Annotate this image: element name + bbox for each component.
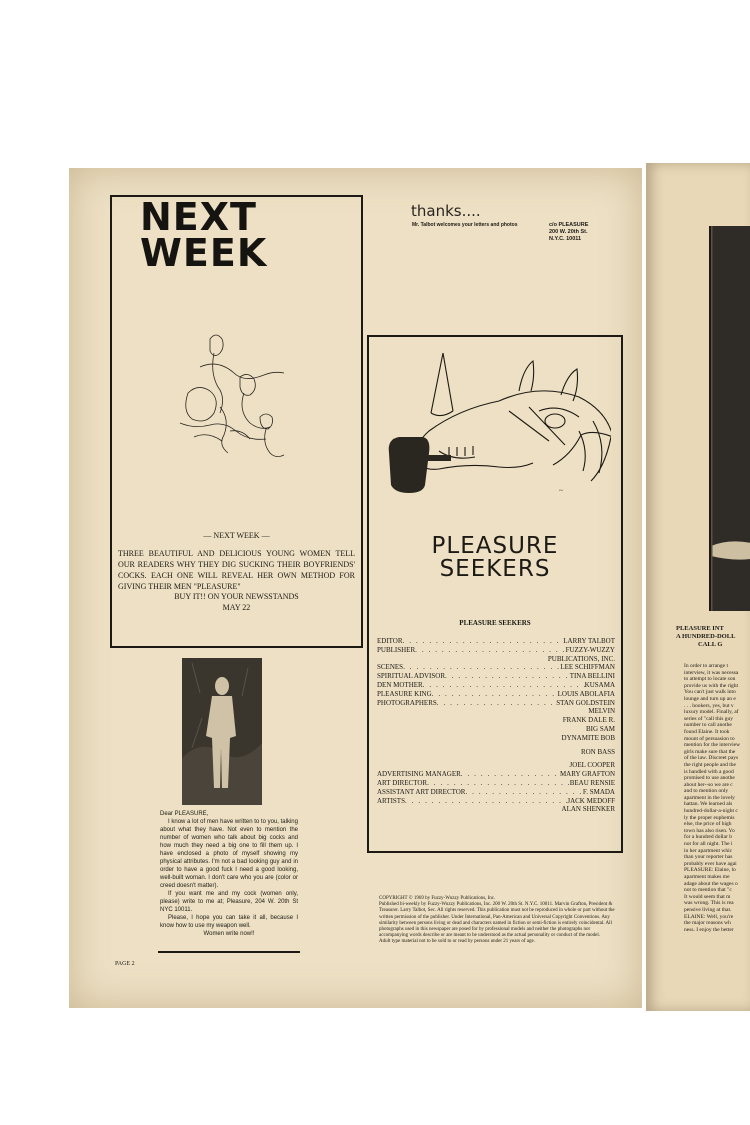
staff-row: SPIRITUAL ADVISOR . . . TINA BELLINI: [377, 672, 615, 681]
buy-line: BUY IT!! ON YOUR NEWSSTANDS: [174, 592, 299, 601]
next-week-title-line2: WEEK: [140, 231, 268, 275]
article-line: probably ever have agai: [684, 860, 737, 867]
horse-pipe-illustration: [379, 351, 611, 501]
article-line: not for all night. The i: [684, 841, 733, 848]
article-line: mount of persuasion to: [684, 735, 735, 742]
staff-row: DEN MOTHER . . . KUSAMA: [377, 681, 615, 690]
article-line: of the law. Discreet pays: [684, 755, 739, 762]
staff-row: ART DIRECTOR . . . BEAU RENSIE: [377, 779, 615, 788]
article-line: apartment makes me: [684, 874, 730, 880]
article-line: apartment in the lovely: [684, 794, 735, 801]
adjacent-page-caption: [676, 625, 750, 649]
reader-letter: [160, 810, 298, 938]
letter-greeting: Dear PLEASURE,: [160, 811, 209, 817]
reader-photo: [182, 658, 262, 805]
staff-row: EDITOR . . . LARRY TALBOT: [377, 637, 615, 646]
article-line: series of "call this guy: [684, 715, 733, 722]
masthead-heading: PLEASURE SEEKERS: [459, 619, 531, 627]
artist-name: ALAN SHENKER: [561, 805, 615, 814]
staff-row: PHOTOGRAPHERS . . . STAN GOLDSTEIN: [377, 699, 615, 708]
caption-line: A HUNDRED-DOLL: [676, 633, 736, 640]
next-week-title: [140, 195, 268, 275]
letter-paragraph-2: If you want me and my cock (women only, please) write to me at; Pleasure, 204 W. 20th St NYC 10011.: [160, 891, 298, 913]
next-week-buy-info: [112, 591, 361, 613]
article-line: . . . hookers, yes, but v: [684, 702, 734, 709]
photographer-name: JOEL COOPER: [569, 761, 615, 770]
article-line: ly the proper euphemis: [684, 814, 735, 821]
adjacent-page-article: [684, 663, 750, 933]
article-line: else, the price of high: [684, 821, 732, 828]
article-line: lounge and turn up an e: [684, 695, 736, 702]
staff-row: ASSISTANT ART DIRECTOR . . . F. SMADA: [377, 788, 615, 797]
staff-row: PUBLISHER . . . FUZZY-WUZZY: [377, 646, 615, 655]
article-line: luxury model. Finally, af: [684, 709, 739, 716]
photographer-name: MELVIN: [588, 707, 615, 716]
article-line: You can't just walk into: [684, 689, 736, 696]
article-line: than your reporter has: [684, 854, 733, 861]
staff-list: [377, 637, 615, 814]
address-line-1: c/o PLEASURE: [549, 222, 589, 228]
letter-divider: [158, 951, 300, 953]
article-line: the right people and the: [684, 761, 736, 768]
pleasure-seekers-logo: [369, 535, 621, 581]
logo-line-2: SEEKERS: [439, 556, 551, 582]
adult-warning: Adult type material not to be sold to or read by persons under 21 years of age.: [379, 939, 535, 945]
caption-line: PLEASURE INT: [676, 625, 724, 632]
next-week-dash-label: — NEXT WEEK —: [203, 531, 270, 540]
letter-paragraph-1: I know a lot of men have written to to you, talking about what they have. Not even to mention the number of women who talk about big cocks and how much they need a big one to fill them up. I have enclosed a photo of myself showing my physical attributes. I'm not a bad looking guy and in order to have a good fuck I need a good looking, well-built woman. I don't care who you are (color or creed doesn't matter).: [160, 819, 298, 889]
caption-line: CALL G: [698, 641, 723, 648]
article-line: adage about the wages o: [684, 880, 738, 887]
address-line-2: 200 W. 20th St.: [549, 229, 588, 235]
staff-row: ARTISTS . . . JACK MEDOFF: [377, 797, 615, 806]
article-line: in her apartment whic: [684, 847, 733, 854]
magazine-page: [69, 168, 642, 1008]
article-line: hundred-dollar-a-night c: [684, 808, 738, 815]
copyright-body: Published bi-weekly by Fuzzy-Wuzzy Publications, Inc. 200 W. 20th St. N.Y.C. 10011. Marvin Grafton, President & Treasurer. Larry Talbot, Sec. All rights reserved. This publication must not be reproduced in whole or part without the written permission of the publisher. Under International, Pan-American and Universal Copyright Conventions. Any similarity between persons living or dead and characters named in fiction or semi-fiction is entirely coincidental. All photographs used in this newspaper are posed for by professional models and neither the photographs nor accompanying words describe or are meant to be understood as the actual personality or conduct of the model.: [379, 902, 615, 939]
issue-date: MAY 22: [222, 603, 251, 612]
adjacent-page-photo: [709, 226, 750, 611]
logo-line-1: PLEASURE: [431, 533, 559, 559]
article-line: In order to arrange t: [684, 663, 728, 669]
figures-sketch-illustration: [170, 327, 300, 462]
article-line: girls make sure that the: [684, 748, 736, 755]
article-line: is handled with a good: [684, 768, 734, 775]
article-line: ELAINE: Well, you're: [684, 913, 734, 920]
adjacent-page: [646, 163, 750, 1011]
article-line: PLEASURE: Elaine, lo: [684, 867, 736, 874]
staff-row: ADVERTISING MANAGER . . . MARY GRAFTON: [377, 770, 615, 779]
article-line: was wrong. This is rea: [684, 900, 734, 907]
photographer-name: DYNAMITE BOB: [561, 733, 615, 742]
article-line: mention for the interview: [684, 742, 741, 749]
next-week-title-line1: NEXT: [140, 195, 257, 239]
staff-row: PLEASURE KING . . . LOUIS ABOLAFIA: [377, 690, 615, 699]
photographer-name: FRANK DALE R.: [562, 716, 615, 725]
article-line: about her--so we are c: [684, 781, 733, 788]
article-line: for a hundred dollar b: [684, 834, 732, 841]
article-line: and to mention only: [684, 788, 729, 795]
article-line: number to call anothe: [684, 722, 732, 729]
staff-row: SCENES . . . LEE SCHIFFMAN: [377, 663, 615, 672]
address-line-3: N.Y.C. 10011: [549, 236, 582, 242]
copyright-notice: [379, 896, 619, 946]
next-week-description: THREE BEAUTIFUL AND DELICIOUS YOUNG WOMEN TELL OUR READERS WHY THEY DIG SUCKING THEIR BOYFRIENDS' COCKS. EACH ONE WILL REVEAL HER OWN METHOD FOR GIVING THEIR MEN "PLEASURE": [118, 549, 355, 591]
staff-row-continued: PUBLICATIONS, INC.: [547, 654, 615, 663]
article-line: provide us with the right: [684, 682, 739, 689]
article-line: not to mention that "c: [684, 887, 732, 894]
article-line: to attempt to locate son: [684, 676, 736, 683]
letter-paragraph-3: Please, I hope you can take it all, because I know how to use my weapon well.: [160, 915, 298, 929]
photographer-name: RON BASS: [580, 747, 615, 756]
article-line: ness. I enjoy the better: [684, 926, 734, 933]
thanks-heading: thanks....: [411, 202, 481, 220]
letters-welcome-note: Mr. Talbot welcomes your letters and photos: [412, 222, 518, 228]
photographer-name: BIG SAM: [586, 724, 615, 733]
copyright-line: COPYRIGHT © 1969 by Fuzzy-Wuzzy Publications, Inc.: [379, 896, 496, 901]
article-line: town has also risen. Yo: [684, 827, 735, 834]
svg-text:~: ~: [559, 487, 563, 495]
article-line: hattan. We learned als: [684, 801, 733, 808]
next-week-box: [110, 195, 363, 648]
article-line: the major reasons wh: [684, 920, 731, 927]
page-number: PAGE 2: [115, 961, 135, 967]
letter-signoff: Women write now!!: [203, 931, 255, 937]
article-line: found Elaine. It took: [684, 728, 730, 735]
article-line: promised to use anothe: [684, 775, 735, 782]
masthead-box: [367, 335, 623, 853]
mailing-address: [549, 222, 588, 243]
article-line: interview, it was necessa: [684, 669, 739, 676]
article-line: pensive living at that.: [684, 906, 732, 913]
article-line: It would seem that m: [684, 893, 731, 900]
